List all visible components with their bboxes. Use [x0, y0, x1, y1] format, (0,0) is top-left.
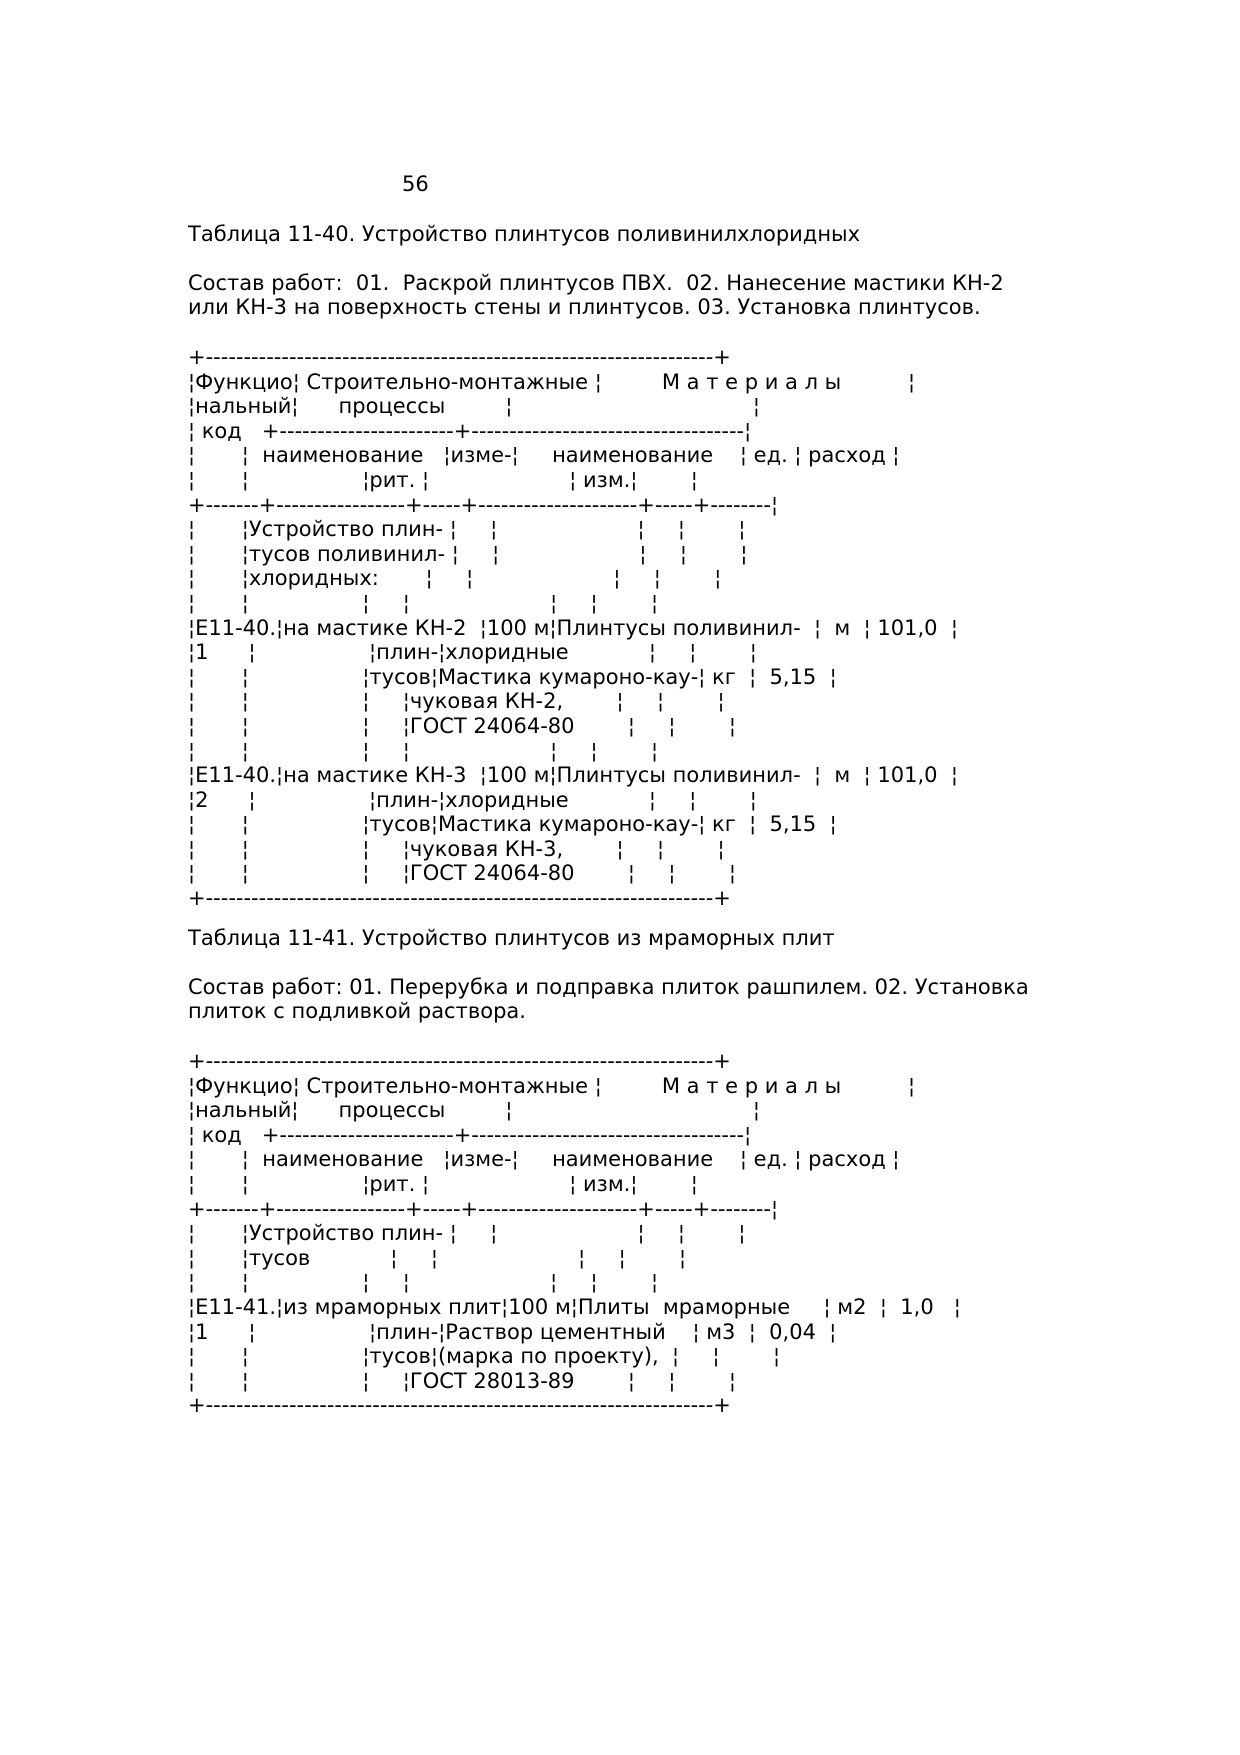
table-11-40-composition-line-2: или КН-3 на поверхность стены и плинтусов. 03. Установка плинтусов. [188, 295, 981, 319]
table-line: ¦ ¦тусов ¦ ¦ ¦ ¦ ¦ [188, 1245, 687, 1270]
table-line: ¦ ¦ ¦ ¦ГОСТ 28013-89 ¦ ¦ ¦ [188, 1368, 736, 1393]
table-line: ¦ ¦ ¦ ¦ ¦ ¦ ¦ [188, 738, 659, 763]
table-line: ¦ ¦ ¦тусов¦(марка по проекту), ¦ ¦ ¦ [188, 1344, 781, 1369]
table-line: ¦ ¦ наименование ¦изме-¦ наименование ¦ ед. ¦ расход ¦ [188, 443, 900, 468]
table-line: ¦Функцио¦ Строительно-монтажные ¦ М а т е р и а л ы ¦ [188, 369, 916, 394]
table-11-40-title: Таблица 11-40. Устройство плинтусов поливинилхлоридных [188, 222, 861, 246]
table-line: ¦ код +-----------------------+------------------------------------¦ [188, 1122, 752, 1147]
table-line: ¦ ¦ ¦тусов¦Мастика кумароно-кау-¦ кг ¦ 5,15 ¦ [188, 812, 837, 837]
table-line: +-------+-----------------+-----+---------------------+-----+--------¦ [188, 492, 779, 517]
table-line: ¦ ¦ ¦тусов¦Мастика кумароно-кау-¦ кг ¦ 5,15 ¦ [188, 664, 837, 689]
table-line: ¦Е11-41.¦из мраморных плит¦100 м¦Плиты мраморные ¦ м2 ¦ 1,0 ¦ [188, 1294, 961, 1319]
table-line: ¦ ¦ ¦ ¦ ¦ ¦ ¦ [188, 590, 659, 615]
table-line: +-------------------------------------------------------------------+ [188, 886, 731, 911]
table-line: ¦ ¦ ¦рит. ¦ ¦ изм.¦ ¦ [188, 1171, 698, 1196]
table-line: +-------------------------------------------------------------------+ [188, 345, 731, 369]
table-line: ¦ ¦ ¦рит. ¦ ¦ изм.¦ ¦ [188, 467, 698, 492]
table-line: ¦2 ¦ ¦плин-¦хлоридные ¦ ¦ ¦ [188, 787, 757, 812]
table-line: ¦Функцио¦ Строительно-монтажные ¦ М а т е р и а л ы ¦ [188, 1073, 916, 1098]
table-line: ¦ ¦ наименование ¦изме-¦ наименование ¦ ед. ¦ расход ¦ [188, 1147, 900, 1172]
table-11-40 [188, 345, 958, 911]
table-line: ¦ ¦Устройство плин- ¦ ¦ ¦ ¦ ¦ [188, 1221, 746, 1246]
table-line: ¦1 ¦ ¦плин-¦Раствор цементный ¦ м3 ¦ 0,04 ¦ [188, 1319, 837, 1344]
table-11-41-title: Таблица 11-41. Устройство плинтусов из мраморных плит [188, 926, 835, 950]
table-line: ¦нальный¦ процессы ¦ ¦ [188, 1098, 760, 1123]
table-line: ¦ ¦Устройство плин- ¦ ¦ ¦ ¦ ¦ [188, 517, 746, 542]
table-line: ¦Е11-40.¦на мастике КН-2 ¦100 м¦Плинтусы поливинил- ¦ м ¦ 101,0 ¦ [188, 615, 958, 640]
table-line: ¦ ¦ ¦ ¦ГОСТ 24064-80 ¦ ¦ ¦ [188, 713, 736, 738]
table-line: ¦ ¦ ¦ ¦ ¦ ¦ ¦ [188, 1270, 659, 1295]
table-line: ¦нальный¦ процессы ¦ ¦ [188, 394, 760, 419]
table-11-41-composition-line-2: плиток с подливкой раствора. [188, 999, 526, 1023]
table-line: ¦ ¦ ¦ ¦чуковая КН-3, ¦ ¦ ¦ [188, 836, 725, 861]
table-line: +-------------------------------------------------------------------+ [188, 1393, 731, 1418]
table-line: ¦Е11-40.¦на мастике КН-3 ¦100 м¦Плинтусы поливинил- ¦ м ¦ 101,0 ¦ [188, 763, 958, 788]
page-number: 56 [402, 172, 429, 196]
table-line: +-------+-----------------+-----+---------------------+-----+--------¦ [188, 1196, 779, 1221]
table-line: +-------------------------------------------------------------------+ [188, 1049, 731, 1073]
table-11-41 [188, 1049, 961, 1418]
table-11-41-composition-line-1: Состав работ: 01. Перерубка и подправка плиток рашпилем. 02. Установка [188, 975, 1029, 999]
table-line: ¦ ¦тусов поливинил- ¦ ¦ ¦ ¦ ¦ [188, 541, 748, 566]
table-line: ¦ ¦ ¦ ¦чуковая КН-2, ¦ ¦ ¦ [188, 689, 725, 714]
table-line: ¦ ¦ ¦ ¦ГОСТ 24064-80 ¦ ¦ ¦ [188, 861, 736, 886]
table-line: ¦ ¦хлоридных: ¦ ¦ ¦ ¦ ¦ [188, 566, 722, 591]
table-11-40-composition-line-1: Состав работ: 01. Раскрой плинтусов ПВХ. 02. Нанесение мастики КН-2 [188, 271, 1004, 295]
table-line: ¦ код +-----------------------+------------------------------------¦ [188, 418, 752, 443]
table-line: ¦1 ¦ ¦плин-¦хлоридные ¦ ¦ ¦ [188, 640, 757, 665]
